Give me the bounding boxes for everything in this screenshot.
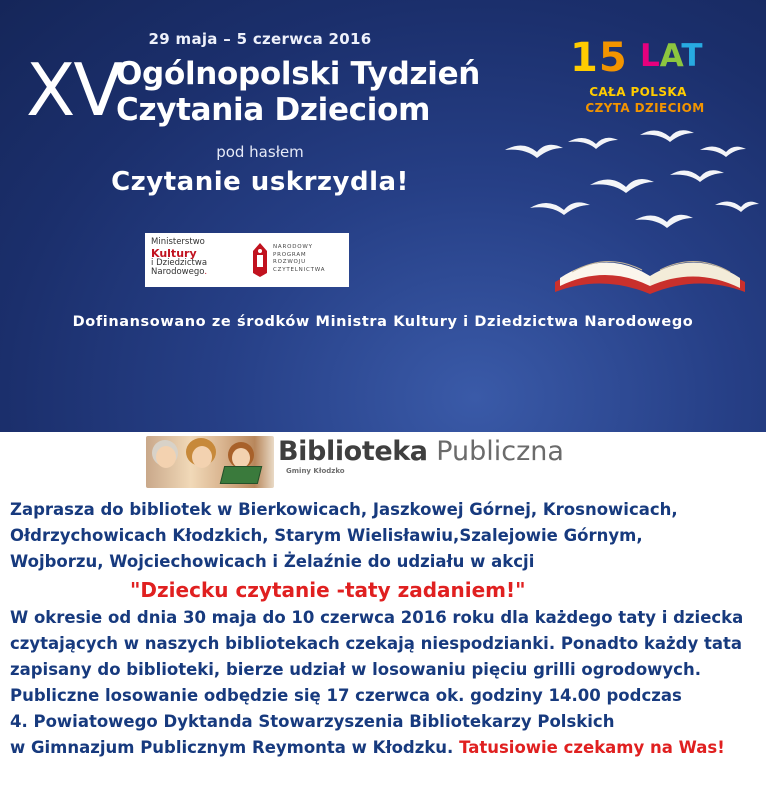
details-last-line: w Gimnazjum Publicznym Reymonta w Kłodzku. Tatusiowie czekamy na Was! bbox=[10, 738, 725, 757]
event-title-line2: Czytania Dzieciom bbox=[116, 92, 431, 128]
details-line: W okresie od dnia 30 maja do 10 czerwca 2016 roku dla każdego taty i dziecka bbox=[10, 608, 744, 627]
anniversary-word: LAT bbox=[640, 38, 703, 74]
motto: Czytanie uskrzydla! bbox=[111, 167, 409, 197]
event-dates: 29 maja – 5 czerwca 2016 bbox=[148, 30, 372, 48]
ministry-logo: Ministerstwo Kultury i Dziedzictwa Narodowego. bbox=[151, 237, 208, 277]
details-line: zapisany do biblioteki, bierze udział w losowaniu pięciu grilli ogrodowych. bbox=[10, 660, 701, 679]
details-line: czytających w naszych bibliotekach czekają niespodzianki. Ponadto każdy tata bbox=[10, 634, 742, 653]
library-logo bbox=[146, 434, 586, 490]
details-line: Publiczne losowanie odbędzie się 17 czerwca ok. godziny 14.00 podczas bbox=[10, 686, 682, 705]
funding-note: Dofinansowano ze środków Ministra Kultury i Dziedzictwa Narodowego bbox=[72, 314, 694, 330]
npr-logo-text: NARODOWY PROGRAM ROZWOJU CZYTELNICTWA bbox=[273, 244, 326, 273]
intro-line: Wojborzu, Wojciechowicach i Żelaźnie do udziału w akcji bbox=[10, 552, 535, 571]
closing-phrase: Tatusiowie czekamy na Was! bbox=[459, 738, 725, 757]
campaign-name: "Dziecku czytanie -taty zadaniem!" bbox=[130, 578, 526, 602]
library-name: Biblioteka Publiczna bbox=[278, 436, 564, 467]
edition-number: XV bbox=[26, 48, 121, 132]
reading-family-photo bbox=[146, 436, 274, 488]
library-subtitle: Gminy Kłodzko bbox=[286, 467, 345, 475]
intro-line: Ołdrzychowicach Kłodzkich, Starym Wielisławiu,Szalejowie Górnym, bbox=[10, 526, 643, 545]
details-line: 4. Powiatowego Dyktanda Stowarzyszenia Bibliotekarzy Polskich bbox=[10, 712, 615, 731]
announcement-text bbox=[10, 497, 762, 761]
intro-line: Zaprasza do bibliotek w Bierkowicach, Jaszkowej Górnej, Krosnowicach, bbox=[10, 500, 678, 519]
anniversary-number: 15 bbox=[570, 35, 628, 81]
motto-intro: pod hasłem bbox=[216, 143, 304, 161]
event-title-line1: Ogólnopolski Tydzień bbox=[116, 56, 481, 92]
anniversary-slogan: CAŁA POLSKA CZYTA DZIECIOM bbox=[585, 85, 705, 115]
